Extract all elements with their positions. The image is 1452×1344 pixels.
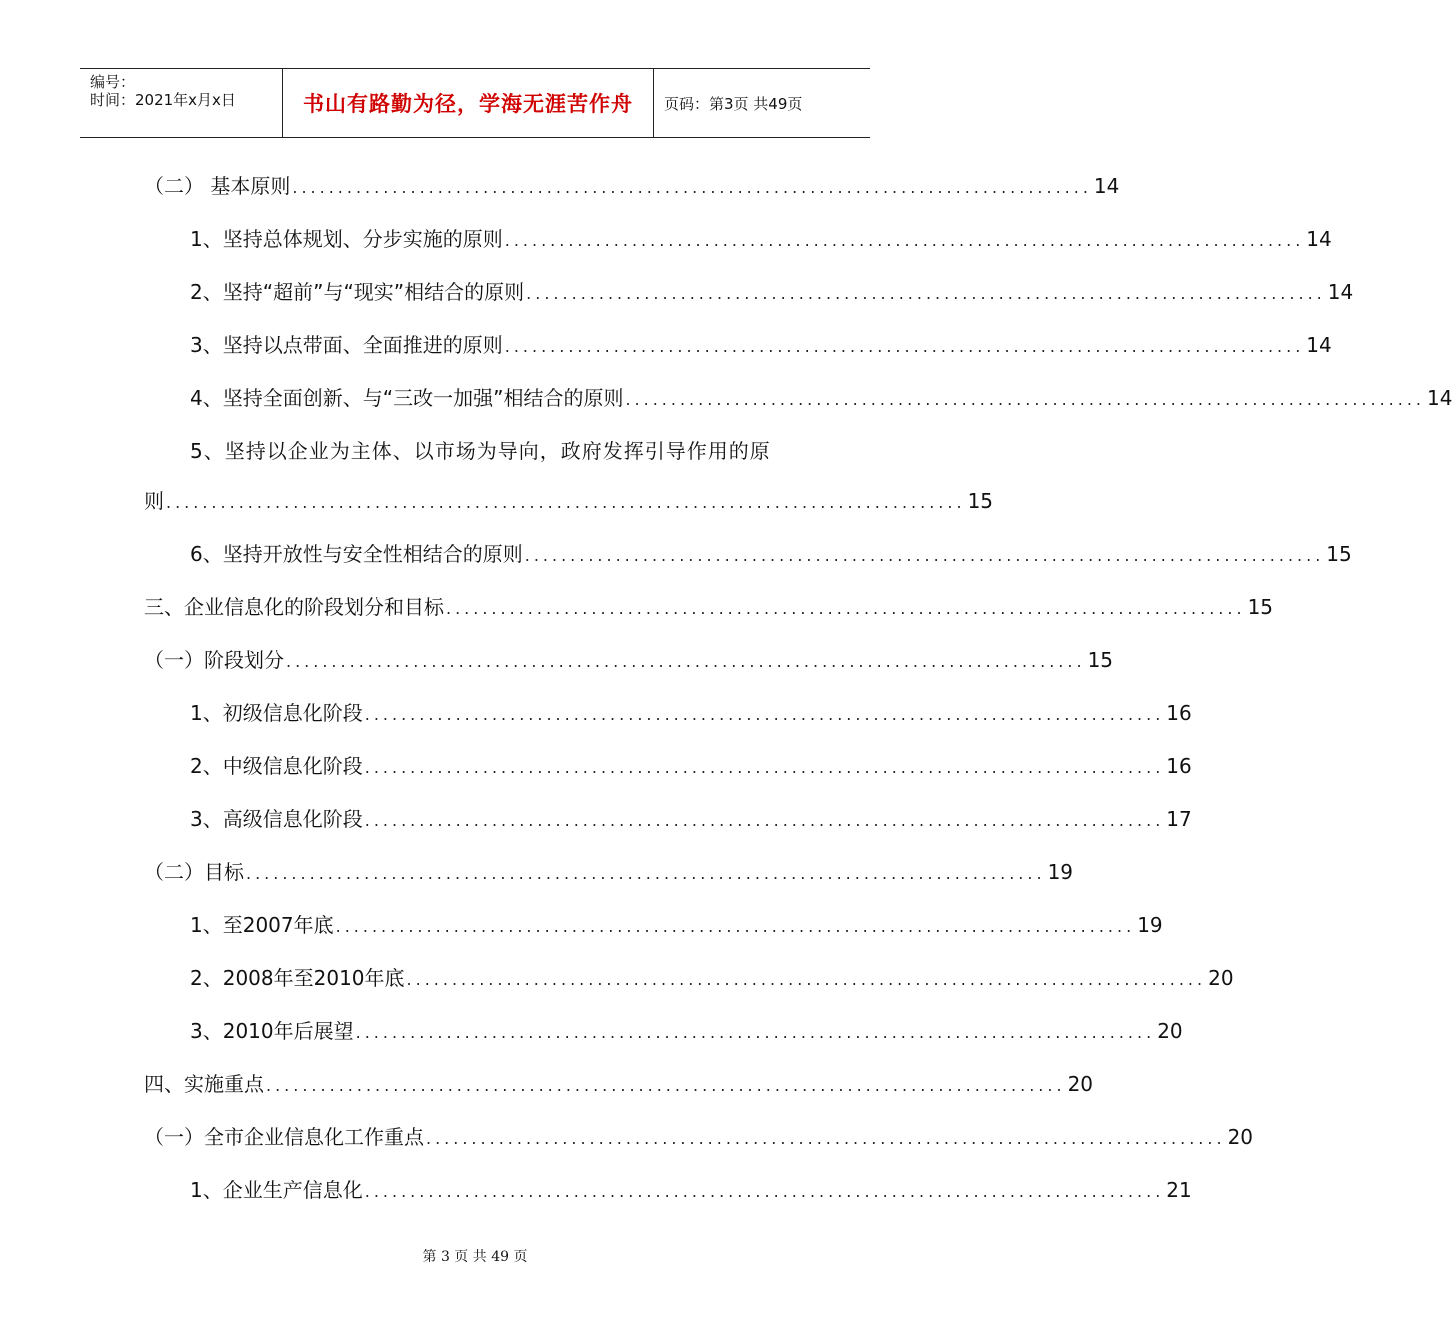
toc-entry-text: 1、企业生产信息化 [190,1178,363,1202]
toc-entry-page: 20 [1227,1125,1254,1149]
toc-entry-text: 2、2008年至2010年底 [190,966,405,990]
toc-entry-text: 三、企业信息化的阶段划分和目标 [144,595,444,619]
toc-entry[interactable] [190,225,1332,253]
toc-entry-text: 3、坚持以点带面、全面推进的原则 [190,333,503,357]
page-footer: 第 3 页 共 49 页 [422,1249,528,1265]
toc-leader-dots: ........................................................................................ [406,970,1207,989]
toc-entry-text: （二） 基本原则 [144,174,291,198]
toc-entry-page: 15 [1326,542,1352,566]
toc-leader-dots: ........................................................................................ [364,705,1165,724]
toc-leader-dots: ........................................................................................ [292,178,1092,197]
toc-entry-page: 15 [967,489,994,513]
toc-leader-dots: ........................................................................................ [524,546,1325,565]
toc-entry[interactable] [190,1017,1183,1045]
toc-leader-dots: ........................................................................................ [166,493,966,512]
toc-entry-text: （一）全市企业信息化工作重点 [144,1125,424,1149]
toc-entry[interactable] [190,752,1192,780]
toc-entry-page: 16 [1166,754,1192,778]
toc-entry[interactable] [144,858,1074,886]
toc-entry-page: 17 [1166,807,1192,831]
toc-entry-page: 21 [1166,1178,1192,1202]
toc-entry-text: 1、坚持总体规划、分步实施的原则 [190,227,503,251]
header-meta [80,69,282,137]
toc-leader-dots: ........................................................................................ [364,758,1165,777]
toc-leader-dots: ........................................................................................ [364,1182,1165,1201]
toc-leader-dots: ........................................................................................ [504,231,1305,250]
toc-entry-page: 20 [1067,1072,1094,1096]
toc-entry-page: 15 [1247,595,1274,619]
toc-entry[interactable] [190,278,1354,306]
toc-entry[interactable] [190,331,1332,359]
toc-entry[interactable] [190,805,1192,833]
toc-leader-dots: ........................................................................................ [446,599,1246,618]
number-label: 编号： [90,73,136,91]
toc-entry[interactable] [190,540,1352,568]
toc-entry-page: 14 [1427,386,1452,410]
time-label: 时间：2021年x月x日 [90,91,236,109]
toc-entry-page: 20 [1157,1019,1183,1043]
toc-entry-text: 2、坚持“超前”与“现实”相结合的原则 [190,280,525,304]
toc-entry-page: 14 [1306,333,1332,357]
header-page-info: 页码：第3页 共49页 [664,94,803,113]
toc-entry[interactable] [190,1176,1192,1204]
toc-leader-dots: ........................................................................................ [504,337,1305,356]
toc-leader-dots: ........................................................................................ [426,1129,1226,1148]
toc-entry-page: 19 [1047,860,1074,884]
toc-entry-page: 14 [1093,174,1120,198]
toc-entry-text: 3、高级信息化阶段 [190,807,363,831]
toc-entry-text: 2、中级信息化阶段 [190,754,363,778]
toc-entry-page: 14 [1306,227,1332,251]
toc-entry[interactable] [190,911,1163,939]
toc-leader-dots: ........................................................................................ [625,390,1426,409]
toc-entry[interactable] [144,646,1114,674]
toc-leader-dots: ........................................................................................ [355,1023,1156,1042]
toc-entry-text: 则 [144,489,164,513]
toc-entry[interactable] [144,1123,1254,1151]
toc-entry[interactable] [144,593,1274,621]
toc-leader-dots: ........................................................................................ [335,917,1136,936]
toc-leader-dots: ........................................................................................ [266,1076,1066,1095]
toc-entry-text: 6、坚持开放性与安全性相结合的原则 [190,542,523,566]
toc-entry-wrapped-line[interactable]: 5、坚持以企业为主体、以市场为导向，政府发挥引导作用的原 [190,439,771,463]
toc-entry-text: 1、至2007年底 [190,913,334,937]
toc-entry-text: （二）目标 [144,860,244,884]
toc-entry[interactable] [190,699,1192,727]
toc-leader-dots: ........................................................................................ [526,284,1326,303]
toc-leader-dots: ........................................................................................ [246,864,1046,883]
toc-leader-dots: ........................................................................................ [364,811,1165,830]
toc-entry-page: 15 [1087,648,1114,672]
toc-entry[interactable] [144,172,1120,200]
toc-entry-text: 3、2010年后展望 [190,1019,354,1043]
toc-leader-dots: ........................................................................................ [286,652,1086,671]
toc-entry[interactable] [190,964,1234,992]
toc-entry-text: 四、实施重点 [144,1072,264,1096]
toc-entry[interactable] [190,384,1452,412]
toc-entry-page: 19 [1137,913,1163,937]
toc-entry-text: （一）阶段划分 [144,648,284,672]
toc-entry[interactable] [144,1070,1094,1098]
toc-entry-page: 16 [1166,701,1192,725]
toc-entry-text: 1、初级信息化阶段 [190,701,363,725]
toc-entry[interactable] [144,487,994,515]
page-header [80,68,870,138]
toc-entry-page: 14 [1327,280,1354,304]
header-motto: 书山有路勤为径，学海无涯苦作舟 [282,69,654,137]
toc-entry-page: 20 [1208,966,1234,990]
toc-entry-text: 4、坚持全面创新、与“三改一加强”相结合的原则 [190,386,624,410]
